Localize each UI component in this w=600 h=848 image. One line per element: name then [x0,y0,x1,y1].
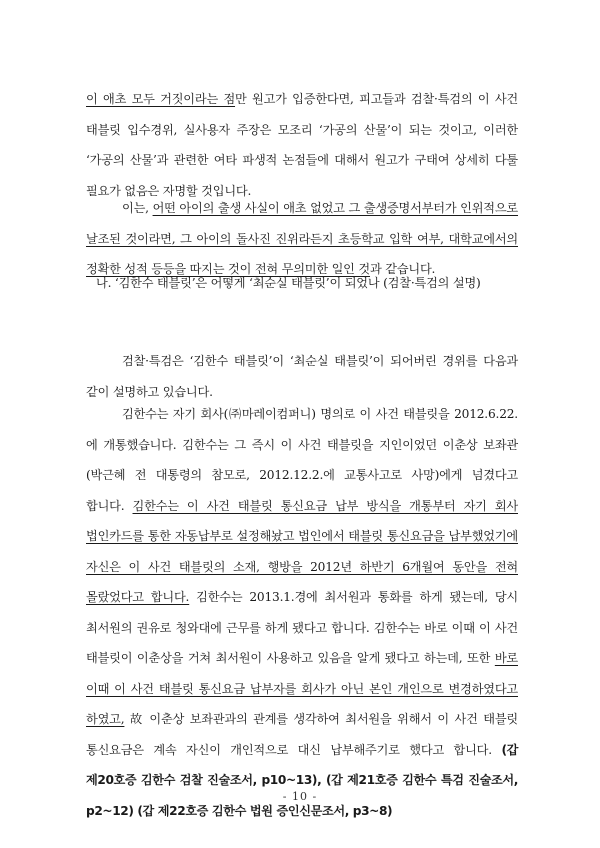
paragraph-text: 김한수는 2013.1.경에 최서원과 통화를 하게 됐는데, 당시 최서원의 권유로 청와대에 근무를 하게 됐다고 합니다. 김한수는 바로 이때 이 사건 태블릿이 이춘상을 거쳐 최서원이 사용하고 있음을 알게 됐다고 하는데, 또한 [86,590,518,665]
paragraph-text: 만 원고가 입증한다면, 피고들과 검찰·특검의 이 사건 태블릿 입수경위, 실사용자 주장은 모조리 ‘가공의 산물’이 되는 것이고, 이러한 ‘가공의 산물’과 관련한 여타 파생적 논점들에 대해서 원고가 구태여 상세히 다툴 필요가 없음은 자명할 것입니다. [86,92,518,198]
paragraph-text: 과 같습니다. [370,262,436,276]
underlined-text: 바로 이때 이 사건 태블릿 통신요금 납부자를 회사가 아닌 본인 개인으로 변경하였다고 하였고, [86,651,518,726]
paragraph-text: 이는, [122,201,153,215]
paragraph-intro: 검찰·특검은 ‘김한수 태블릿’이 ‘최순실 태블릿’이 되어버린 경위를 다음과 같이 설명하고 있습니다. [86,354,518,399]
paragraph-account [86,399,518,826]
underlined-text: 김한수는 이 사건 태블릿 통신요금 납부 방식을 개통부터 자기 회사 법인카드를 통한 자동납부로 설정해놨고 법인에서 태블릿 통신요금을 납부했었기에 자신은 이 사건 태블릿의 소재, 행방을 2012년 하반기 6개월여 동안을 전혀 몰랐었다고 합니다. [86,498,518,604]
underlined-text: 이 애초 모두 거짓이라는 점 [86,92,236,106]
underlined-text: 어떤 아이의 출생 사실이 애초 없었고 그 출생증명서부터가 인위적으로 날조된 것이라면, 그 아이의 돌사진 진위라든지 초등학교 입학 여부, 대학교에서의 정확한 성적 등등을 따지는 것이 전혀 무의미한 일인 것 [86,201,519,276]
paragraph-text: 김한수는 자기 회사(㈜마레이컴퍼니) 명의로 이 사건 태블릿을 2012.6.22.에 개통했습니다. 김한수는 그 즉시 이 사건 태블릿을 지인이었던 이춘상 보좌관(박근혜 전 대통령의 참모로, 2012.12.2.에 교통사고로 사망)에게 넘겼다고 합니다. [86,407,518,513]
section-heading: 나. ‘김한수 태블릿’은 어떻게 ‘최순실 태블릿’이 되었나 (검찰·특검의 설명) [96,276,481,290]
paragraph-text: 故 이춘상 보좌관과의 관계를 생각하여 최서원을 위해서 이 사건 태블릿 통신요금은 계속 자신이 개인적으로 대신 납부해주기로 했다고 합니다. [86,712,518,757]
page-number: - 10 - [282,790,318,803]
evidence-citation: (갑 제20호증 김한수 검찰 진술조서, p10~13), (갑 제21호증 김한수 특검 진술조서, p2~12) (갑 제22호증 김한수 법원 증인신문조서, p3~8) [86,742,518,818]
paragraph-conclusion [86,84,518,206]
